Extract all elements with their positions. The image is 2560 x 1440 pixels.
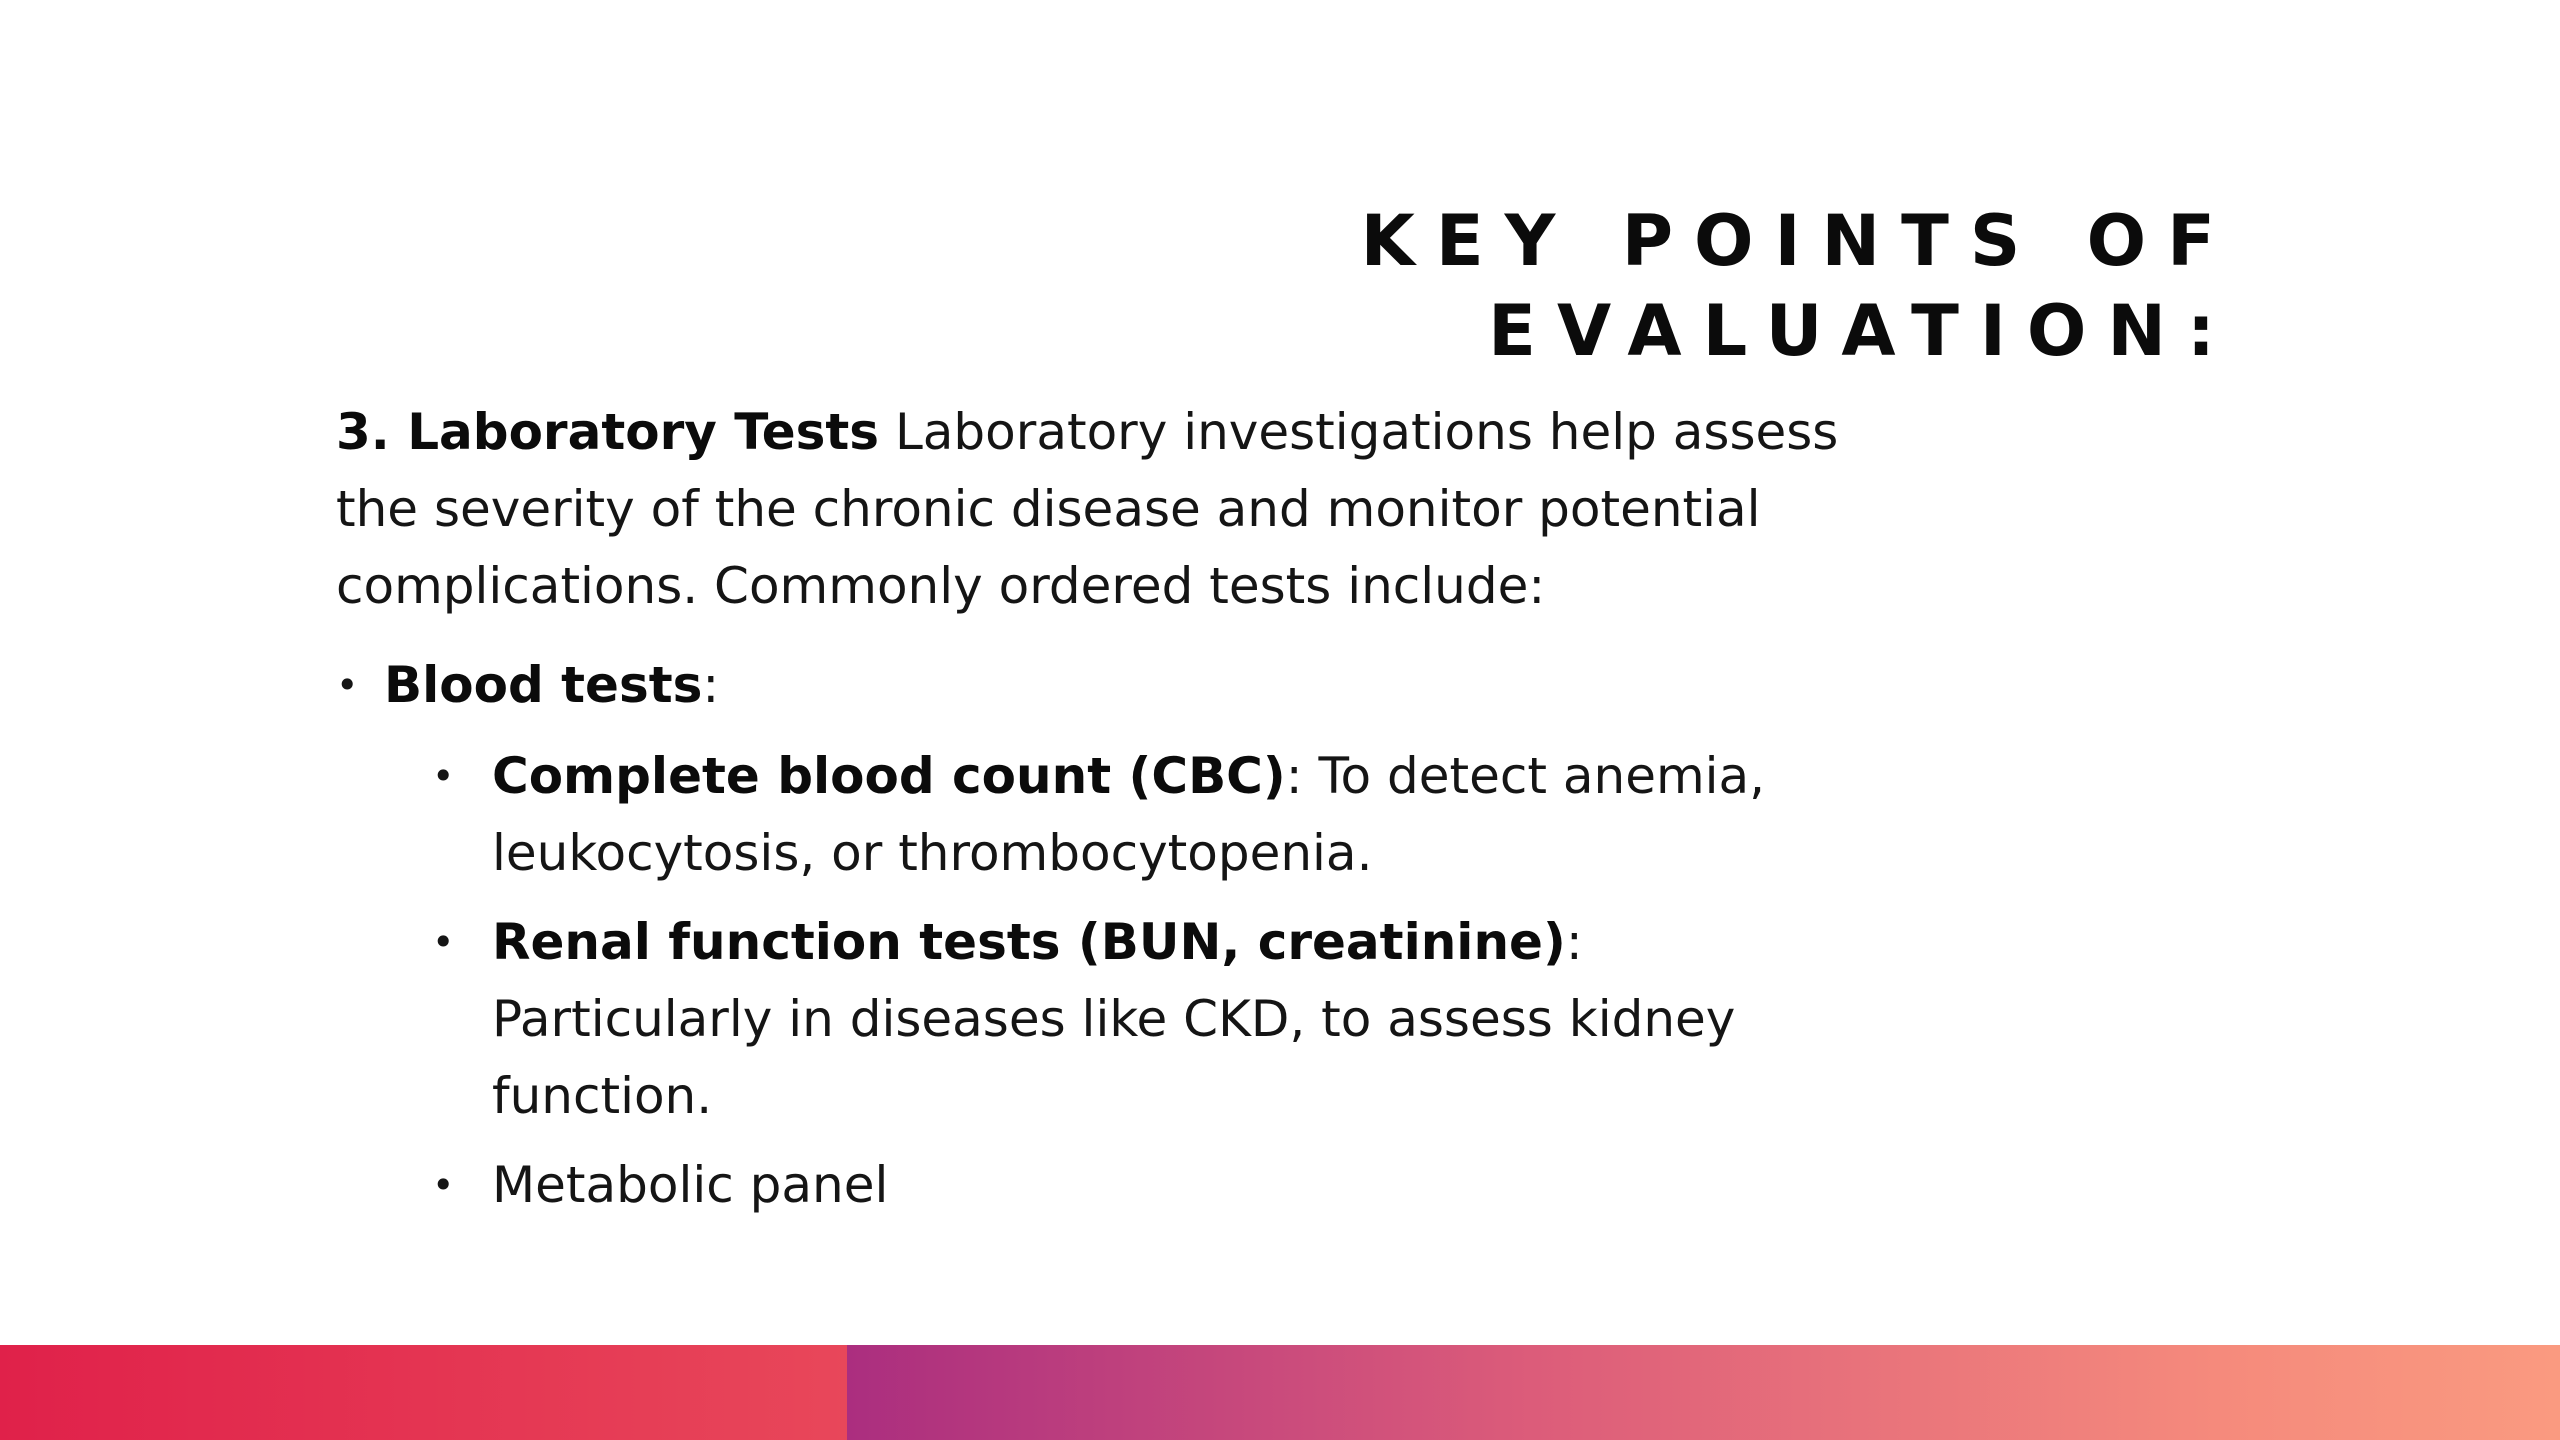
slide-title bbox=[1361, 196, 2236, 376]
sub-bullet-text: Metabolic panel bbox=[492, 1156, 889, 1214]
sub-bullet-label: Renal function tests (BUN, creatinine) bbox=[492, 913, 1566, 971]
slide-title-line-2: EVALUATION: bbox=[1488, 290, 2236, 372]
bullet-blood-tests bbox=[336, 647, 1856, 1224]
intro-paragraph bbox=[336, 394, 1856, 625]
bullet-label: Blood tests bbox=[384, 656, 703, 714]
intro-text: Laboratory investigations help assess the severity of the chronic disease and monitor potential complications. Commonly ordered tests include: bbox=[336, 403, 1839, 615]
sub-bullet-list bbox=[384, 738, 1856, 1224]
slide-body bbox=[336, 394, 1856, 1236]
sub-bullet-cbc bbox=[492, 738, 1856, 892]
slide-title-line-1: KEY POINTS OF bbox=[1360, 200, 2236, 282]
sub-bullet-text: : Particularly in diseases like CKD, to assess kidney function. bbox=[492, 913, 1736, 1125]
sub-bullet-label: Complete blood count (CBC) bbox=[492, 747, 1286, 805]
sub-bullet-renal bbox=[492, 904, 1856, 1135]
footer-bar-right bbox=[847, 1345, 2560, 1440]
footer-bar-left bbox=[0, 1345, 847, 1440]
sub-bullet-metabolic bbox=[492, 1147, 1856, 1224]
sub-bullet-text: : To detect anemia, leukocytosis, or thrombocytopenia. bbox=[492, 747, 1766, 882]
bullet-list bbox=[336, 647, 1856, 1224]
bullet-suffix: : bbox=[702, 656, 720, 714]
intro-heading: 3. Laboratory Tests bbox=[336, 403, 880, 461]
